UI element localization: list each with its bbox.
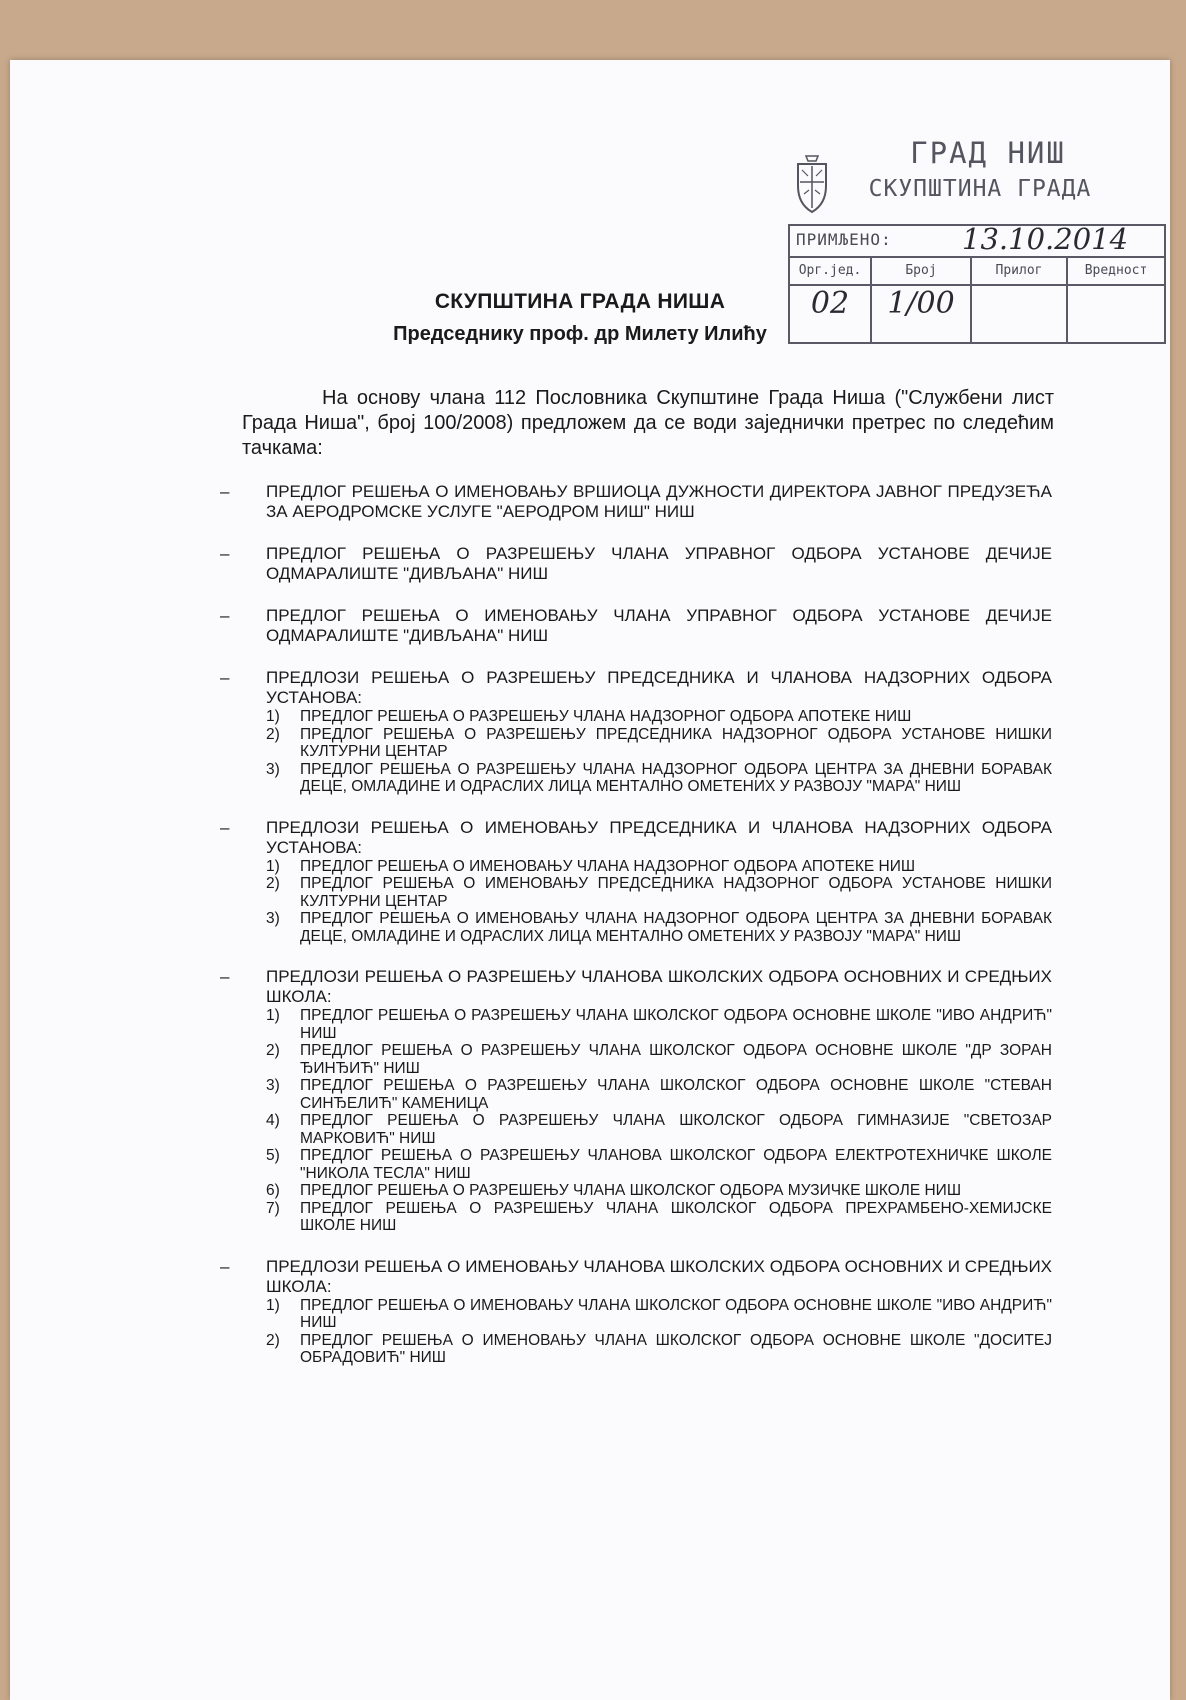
stamp-received-label: ПРИМЉЕНО: xyxy=(796,230,892,249)
sub-item-number: 2) xyxy=(266,1042,280,1059)
agenda-item xyxy=(220,668,1052,796)
stamp-col-value: Вредност xyxy=(1068,258,1164,286)
sub-item xyxy=(266,1332,1052,1367)
sub-item-text: ПРЕДЛОГ РЕШЕЊА О ИМЕНОВАЊУ ЧЛАНА НАДЗОРНОГ ОДБОРА АПОТЕКЕ НИШ xyxy=(300,857,916,875)
sub-item-text: ПРЕДЛОГ РЕШЕЊА О РАЗРЕШЕЊУ ПРЕДСЕДНИКА НАДЗОРНОГ ОДБОРА УСТАНОВЕ НИШКИ КУЛТУРНИ ЦЕНТАР xyxy=(300,725,1052,760)
sub-item-text: ПРЕДЛОГ РЕШЕЊА О РАЗРЕШЕЊУ ЧЛАНА ШКОЛСКОГ ОДБОРА ОСНОВНЕ ШКОЛЕ "ДР ЗОРАН ЂИНЂИЋ" НИШ xyxy=(300,1042,1052,1077)
sub-item-number: 1) xyxy=(266,857,280,875)
agenda-item xyxy=(220,606,1052,646)
sub-item-number: 2) xyxy=(266,875,280,892)
sub-item-list xyxy=(266,1297,1052,1367)
sub-item-text: ПРЕДЛОГ РЕШЕЊА О ИМЕНОВАЊУ ЧЛАНА ШКОЛСКОГ ОДБОРА ОСНОВНЕ ШКОЛЕ "ИВО АНДРИЋ" НИШ xyxy=(300,1296,1052,1331)
sub-item-text: ПРЕДЛОГ РЕШЕЊА О РАЗРЕШЕЊУ ЧЛАНА НАДЗОРНОГ ОДБОРА АПОТЕКЕ НИШ xyxy=(300,708,912,725)
stamp-received-date: 13.10.2014 xyxy=(962,222,1129,256)
sub-item xyxy=(266,1112,1052,1147)
sub-item-text: ПРЕДЛОГ РЕШЕЊА О РАЗРЕШЕЊУ ЧЛАНА ШКОЛСКОГ ОДБОРА ОСНОВНЕ ШКОЛЕ "СТЕВАН СИНЂЕЛИЋ" КАМЕНИЦА xyxy=(300,1077,1052,1112)
sub-item-text: ПРЕДЛОГ РЕШЕЊА О ИМЕНОВАЊУ ЧЛАНА НАДЗОРНОГ ОДБОРА ЦЕНТРА ЗА ДНЕВНИ БОРАВАК ДЕЦЕ, ОМЛАДИНЕ И ОДРАСЛИХ ЛИЦА МЕНТАЛНО ОМЕТЕНИХ У РАЗВОЈУ "МАРА" НИШ xyxy=(300,910,1052,945)
sub-item-number: 1) xyxy=(266,708,280,725)
agenda-item xyxy=(220,482,1052,522)
document-header xyxy=(10,288,1150,348)
sub-item xyxy=(266,875,1052,910)
stamp-col-attachment: Прилог xyxy=(972,258,1066,286)
sub-item-text: ПРЕДЛОГ РЕШЕЊА О РАЗРЕШЕЊУ ЧЛАНА ШКОЛСКОГ ОДБОРА ПРЕХРАМБЕНО-ХЕМИЈСКЕ ШКОЛЕ НИШ xyxy=(300,1199,1052,1234)
stamp-assembly: СКУПШТИНА ГРАДА xyxy=(868,176,1092,202)
sub-item-number: 4) xyxy=(266,1112,280,1129)
agenda-item xyxy=(220,544,1052,584)
sub-item xyxy=(266,761,1052,796)
bullet-dash: – xyxy=(220,668,230,687)
sub-item xyxy=(266,910,1052,945)
sub-item xyxy=(266,708,1052,726)
agenda-item-text: ПРЕДЛОЗИ РЕШЕЊА О РАЗРЕШЕЊУ ЧЛАНОВА ШКОЛСКИХ ОДБОРА ОСНОВНИХ И СРЕДЊИХ ШКОЛА: xyxy=(266,967,1052,1006)
sub-item xyxy=(266,1007,1052,1042)
sub-item xyxy=(266,1297,1052,1332)
stamp-col-number: Број xyxy=(872,258,970,286)
sub-item xyxy=(266,1182,1052,1200)
sub-item-list xyxy=(266,1007,1052,1235)
sub-item-number: 3) xyxy=(266,910,280,927)
document-page xyxy=(10,60,1170,1700)
stamp-received-row xyxy=(790,222,1164,258)
sub-item-list xyxy=(266,708,1052,796)
sub-item xyxy=(266,1042,1052,1077)
sub-item xyxy=(266,858,1052,876)
sub-item-text: ПРЕДЛОГ РЕШЕЊА О РАЗРЕШЕЊУ ЧЛАНА ШКОЛСКОГ ОДБОРА ГИМНАЗИЈЕ "СВЕТОЗАР МАРКОВИЋ" НИШ xyxy=(300,1112,1052,1147)
stamp-col-unit: Орг.јед. xyxy=(790,258,870,286)
bullet-dash: – xyxy=(220,606,230,625)
sub-item-number: 1) xyxy=(266,1007,280,1024)
sub-item-text: ПРЕДЛОГ РЕШЕЊА О РАЗРЕШЕЊУ ЧЛАНА НАДЗОРНОГ ОДБОРА ЦЕНТРА ЗА ДНЕВНИ БОРАВАК ДЕЦЕ, ОМЛАДИНЕ И ОДРАСЛИХ ЛИЦА МЕНТАЛНО ОМЕТЕНИХ У РАЗВОЈУ "МАРА" НИШ xyxy=(300,760,1052,795)
sub-item-number: 6) xyxy=(266,1182,280,1199)
sub-item xyxy=(266,1077,1052,1112)
sub-item xyxy=(266,1200,1052,1235)
sub-item-list xyxy=(266,858,1052,946)
agenda-items xyxy=(220,482,1052,1389)
bullet-dash: – xyxy=(220,544,230,563)
sub-item xyxy=(266,726,1052,761)
agenda-item-text: ПРЕДЛОГ РЕШЕЊА О ИМЕНОВАЊУ ВРШИОЦА ДУЖНОСТИ ДИРЕКТОРА ЈАВНОГ ПРЕДУЗЕЋА ЗА АЕРОДРОМСКЕ УСЛУГЕ "АЕРОДРОМ НИШ" НИШ xyxy=(266,482,1052,521)
document-title: СКУПШТИНА ГРАДА НИША xyxy=(434,290,726,313)
agenda-item xyxy=(220,1257,1052,1367)
agenda-item-text: ПРЕДЛОЗИ РЕШЕЊА О РАЗРЕШЕЊУ ПРЕДСЕДНИКА И ЧЛАНОВА НАДЗОРНИХ ОДБОРА УСТАНОВА: xyxy=(266,668,1052,707)
stamp-val-unit: 02 xyxy=(810,286,850,321)
sub-item-number: 2) xyxy=(266,725,280,743)
bullet-dash: – xyxy=(220,482,230,501)
coat-of-arms-icon xyxy=(792,152,832,216)
stamp-val-number: 1/00 xyxy=(887,286,955,321)
sub-item-text: ПРЕДЛОГ РЕШЕЊА О РАЗРЕШЕЊУ ЧЛАНА ШКОЛСКОГ ОДБОРА ОСНОВНЕ ШКОЛЕ "ИВО АНДРИЋ" НИШ xyxy=(300,1007,1052,1042)
sub-item-number: 7) xyxy=(266,1199,280,1217)
sub-item-number: 1) xyxy=(266,1296,280,1314)
sub-item-text: ПРЕДЛОГ РЕШЕЊА О ИМЕНОВАЊУ ПРЕДСЕДНИКА НАДЗОРНОГ ОДБОРА УСТАНОВЕ НИШКИ КУЛТУРНИ ЦЕНТАР xyxy=(300,875,1052,910)
intro-paragraph xyxy=(242,386,1054,461)
sub-item-number: 3) xyxy=(266,1077,280,1094)
sub-item-text: ПРЕДЛОГ РЕШЕЊА О РАЗРЕШЕЊУ ЧЛАНА ШКОЛСКОГ ОДБОРА МУЗИЧКЕ ШКОЛЕ НИШ xyxy=(300,1182,962,1199)
sub-item-text: ПРЕДЛОГ РЕШЕЊА О РАЗРЕШЕЊУ ЧЛАНОВА ШКОЛСКОГ ОДБОРА ЕЛЕКТРОТЕХНИЧКЕ ШКОЛЕ "НИКОЛА ТЕСЛА" НИШ xyxy=(300,1147,1052,1182)
agenda-item-text: ПРЕДЛОГ РЕШЕЊА О РАЗРЕШЕЊУ ЧЛАНА УПРАВНОГ ОДБОРА УСТАНОВЕ ДЕЧИЈЕ ОДМАРАЛИШТЕ "ДИВЉАНА" НИШ xyxy=(266,544,1052,583)
agenda-item-text: ПРЕДЛОЗИ РЕШЕЊА О ИМЕНОВАЊУ ЧЛАНОВА ШКОЛСКИХ ОДБОРА ОСНОВНИХ И СРЕДЊИХ ШКОЛА: xyxy=(266,1256,1052,1296)
sub-item xyxy=(266,1147,1052,1182)
sub-item-text: ПРЕДЛОГ РЕШЕЊА О ИМЕНОВАЊУ ЧЛАНА ШКОЛСКОГ ОДБОРА ОСНОВНЕ ШКОЛЕ "ДОСИТЕЈ ОБРАДОВИЋ" НИШ xyxy=(300,1331,1052,1366)
bullet-dash: – xyxy=(220,967,230,986)
stamp-city: ГРАД НИШ xyxy=(910,136,1066,170)
sub-item-number: 3) xyxy=(266,760,280,778)
sub-item-number: 2) xyxy=(266,1331,280,1349)
bullet-dash: – xyxy=(220,1256,230,1276)
agenda-item-text: ПРЕДЛОЗИ РЕШЕЊА О ИМЕНОВАЊУ ПРЕДСЕДНИКА И ЧЛАНОВА НАДЗОРНИХ ОДБОРА УСТАНОВА: xyxy=(266,817,1052,857)
intro-text: На основу члана 112 Пословника Скупштине Града Ниша ("Службени лист Града Ниша", број 100/2008) предложем да се води заједнички претрес по следећим тачкама: xyxy=(242,387,1054,459)
document-recipient: Председнику проф. др Милету Илићу xyxy=(393,323,767,345)
agenda-item xyxy=(220,818,1052,946)
sub-item-number: 5) xyxy=(266,1147,280,1164)
bullet-dash: – xyxy=(220,817,230,837)
agenda-item xyxy=(220,967,1052,1235)
agenda-item-text: ПРЕДЛОГ РЕШЕЊА О ИМЕНОВАЊУ ЧЛАНА УПРАВНОГ ОДБОРА УСТАНОВЕ ДЕЧИЈЕ ОДМАРАЛИШТЕ "ДИВЉАНА" НИШ xyxy=(266,606,1052,645)
